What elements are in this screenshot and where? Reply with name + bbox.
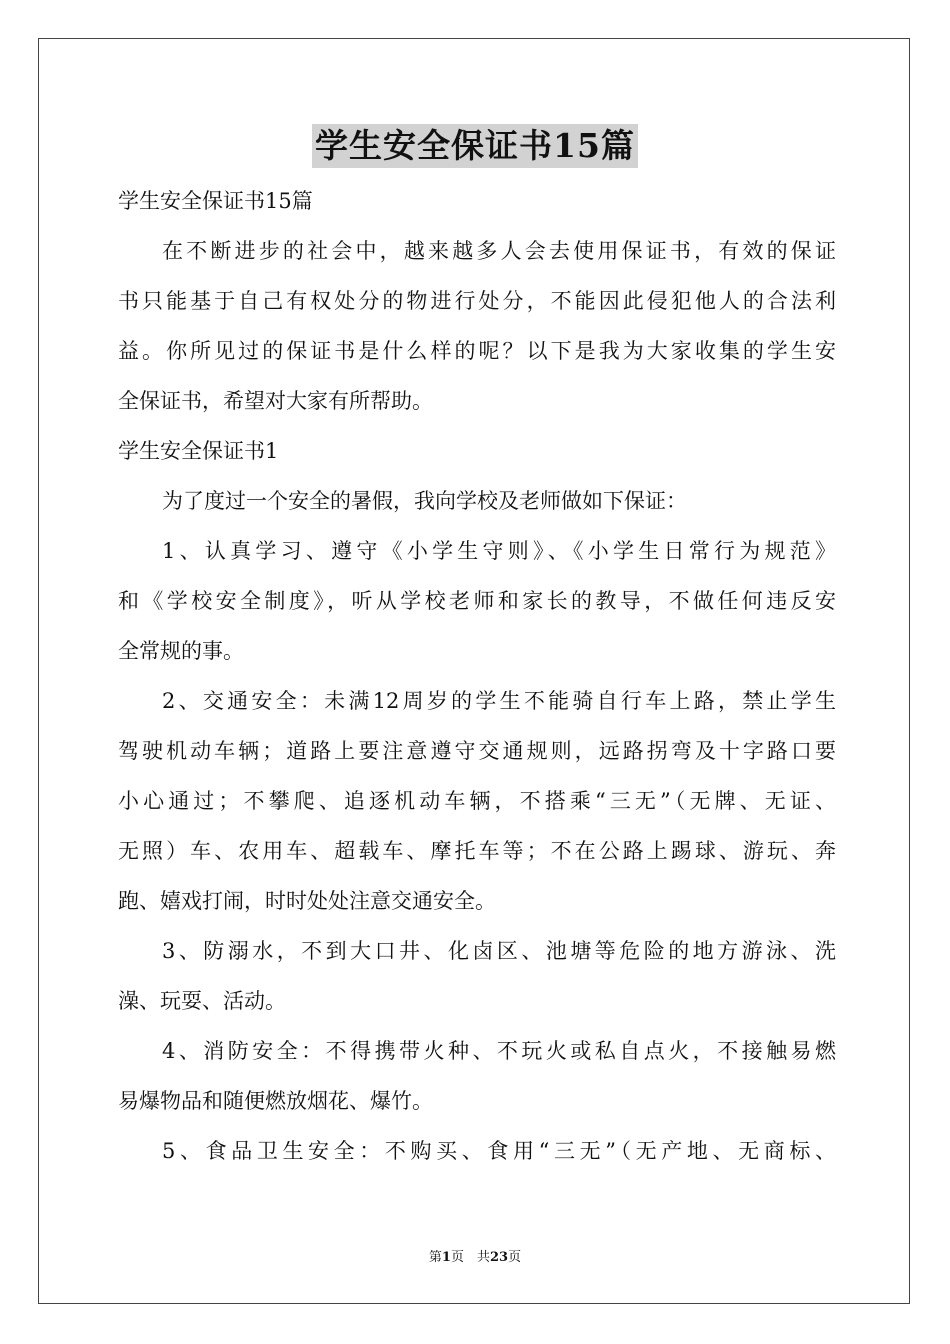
text-line: 小心通过；不攀爬、追逐机动车辆，不搭乘“三无”（无牌、无证、: [118, 789, 836, 813]
footer-current-page: 1: [441, 1250, 451, 1265]
text-line: 书只能基于自己有权处分的物进行处分，不能因此侵犯他人的合法利: [118, 289, 836, 313]
text-line: 全常规的事。: [118, 639, 244, 663]
document-body: [118, 176, 836, 1176]
text-line: 3、防溺水，不到大口井、化卤区、池塘等危险的地方游泳、洗: [162, 939, 836, 963]
text-line: 为了度过一个安全的暑假，我向学校及老师做如下保证：: [162, 489, 687, 513]
text-line: 学生安全保证书1: [118, 439, 279, 463]
text-line: 无照）车、农用车、超载车、摩托车等；不在公路上踢球、游玩、奔: [118, 839, 836, 863]
footer-total-pages: 23: [489, 1250, 509, 1265]
text-line: 1、认真学习、遵守《小学生守则》、《小学生日常行为规范》: [162, 539, 836, 563]
text-line: 5、食品卫生安全：不购买、食用“三无”（无产地、无商标、: [162, 1139, 836, 1163]
footer-prefix: 第: [428, 1250, 442, 1265]
text-line: 全保证书，希望对大家有所帮助。: [118, 389, 433, 413]
text-line: 益。你所见过的保证书是什么样的呢？以下是我为大家收集的学生安: [118, 339, 836, 363]
page-footer: [0, 1246, 950, 1265]
footer-middle: 页 共: [450, 1250, 490, 1265]
text-line: 和《学校安全制度》，听从学校老师和家长的教导，不做任何违反安: [118, 589, 836, 613]
text-line: 学生安全保证书15篇: [118, 189, 313, 213]
footer-suffix: 页: [508, 1250, 522, 1265]
text-line: 澡、玩耍、活动。: [118, 989, 286, 1013]
text-line: 2、交通安全：未满12周岁的学生不能骑自行车上路，禁止学生: [162, 689, 836, 713]
text-line: 易爆物品和随便燃放烟花、爆竹。: [118, 1089, 433, 1113]
title-container: [0, 124, 950, 168]
text-line: 在不断进步的社会中，越来越多人会去使用保证书，有效的保证: [162, 239, 836, 263]
document-title: 学生安全保证书15篇: [312, 124, 638, 168]
text-line: 跑、嬉戏打闹，时时处处注意交通安全。: [118, 889, 496, 913]
text-line: 驾驶机动车辆；道路上要注意遵守交通规则，远路拐弯及十字路口要: [118, 739, 836, 763]
text-line: 4、消防安全：不得携带火种、不玩火或私自点火，不接触易燃: [162, 1039, 836, 1063]
